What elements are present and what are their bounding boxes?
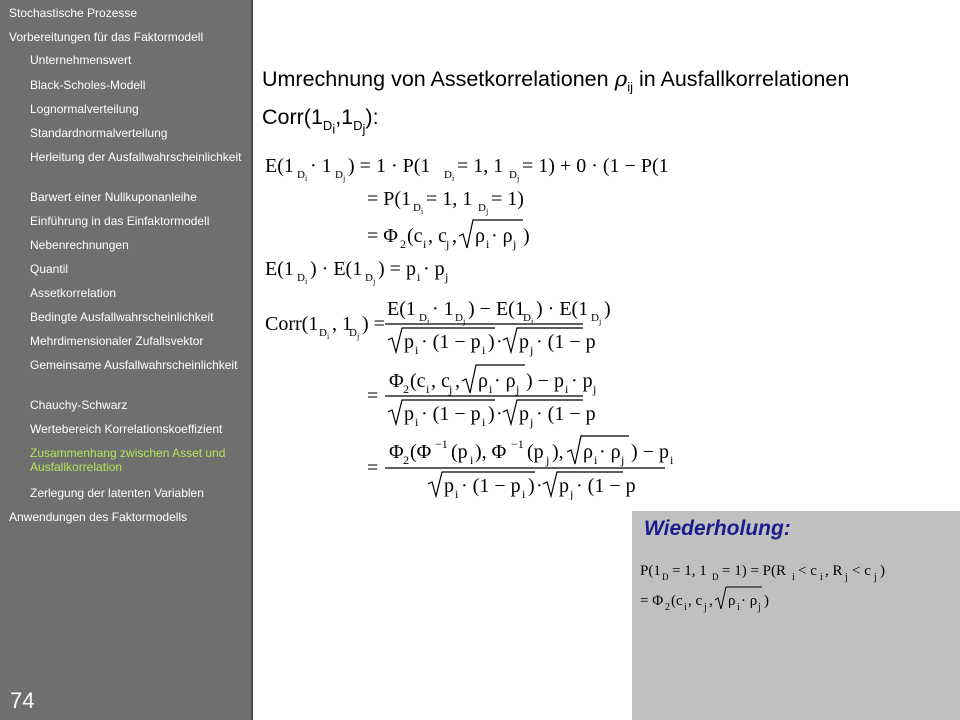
svg-text:· (1 − p: · (1 − p bbox=[421, 403, 481, 425]
sidebar-item[interactable]: Herleitung der Ausfallwahrscheinlichkeit bbox=[30, 150, 242, 164]
sidebar-item[interactable]: Assetkorrelation bbox=[30, 286, 117, 300]
svg-text:j: j bbox=[599, 317, 602, 326]
svg-text:i: i bbox=[792, 572, 795, 583]
svg-text:= 1) = P(R: = 1) = P(R bbox=[722, 563, 787, 579]
svg-text:i: i bbox=[415, 343, 419, 357]
svg-text:· p: · p bbox=[423, 258, 445, 280]
svg-text:p: p bbox=[404, 331, 414, 353]
svg-text:),: ), bbox=[552, 441, 564, 463]
svg-text:i: i bbox=[426, 382, 430, 396]
svg-text:D: D bbox=[444, 169, 452, 181]
svg-text:E(1: E(1 bbox=[387, 298, 416, 320]
svg-text:p: p bbox=[404, 403, 414, 425]
svg-text:i: i bbox=[423, 237, 427, 251]
slide-heading bbox=[262, 64, 952, 144]
svg-text:· 1: · 1 bbox=[432, 298, 454, 320]
svg-text:) =: ) = bbox=[362, 313, 385, 335]
sidebar-item[interactable]: Quantil bbox=[30, 262, 69, 276]
svg-text:D: D bbox=[413, 202, 421, 214]
svg-text:ρ: ρ bbox=[583, 441, 593, 463]
sub-j: j bbox=[362, 121, 366, 137]
sidebar-item[interactable]: Zerlegung der latenten Variablen bbox=[30, 486, 204, 500]
svg-text:), Φ: ), Φ bbox=[475, 441, 507, 463]
svg-text:i: i bbox=[565, 382, 569, 396]
svg-text:E(1: E(1 bbox=[265, 258, 294, 280]
svg-text:): ) bbox=[488, 403, 495, 425]
svg-text:D: D bbox=[712, 572, 719, 582]
svg-text:) − p: ) − p bbox=[526, 370, 564, 392]
sidebar-item[interactable]: Vorbereitungen für das Faktormodell bbox=[9, 30, 204, 44]
svg-text:(c: (c bbox=[407, 225, 423, 247]
svg-text:−1: −1 bbox=[511, 437, 524, 451]
svg-text:D: D bbox=[662, 572, 669, 582]
svg-text:i: i bbox=[327, 332, 330, 341]
svg-text:D: D bbox=[478, 202, 486, 214]
svg-text:· ρ: · ρ bbox=[599, 441, 621, 463]
sidebar-item[interactable]: Barwert einer Nullkuponanleihe bbox=[30, 190, 197, 204]
svg-text:p: p bbox=[444, 475, 454, 497]
svg-text:j: j bbox=[546, 453, 550, 467]
svg-text:D: D bbox=[335, 169, 343, 181]
sidebar-item[interactable]: Unternehmenswert bbox=[30, 53, 132, 67]
svg-text:· ρ: · ρ bbox=[741, 593, 758, 609]
svg-text:j: j bbox=[704, 602, 707, 613]
correlation-derivation-formulas bbox=[255, 140, 685, 500]
svg-text:=: = bbox=[367, 457, 379, 479]
rho-symbol: ρ bbox=[614, 67, 628, 92]
svg-text:ρ: ρ bbox=[728, 593, 736, 609]
svg-text:) − p: ) − p bbox=[631, 441, 669, 463]
svg-text:, c: , c bbox=[688, 593, 703, 609]
svg-text:D: D bbox=[455, 312, 463, 324]
svg-text:· ρ: · ρ bbox=[491, 225, 513, 247]
svg-text:· p: · p bbox=[571, 370, 593, 392]
svg-text:P(1: P(1 bbox=[640, 563, 661, 579]
svg-text:j: j bbox=[845, 572, 848, 583]
svg-text:,: , bbox=[452, 225, 457, 247]
svg-text:= P(1: = P(1 bbox=[367, 188, 412, 210]
sub-i: i bbox=[332, 121, 336, 137]
sidebar-item[interactable]: Stochastische Prozesse bbox=[9, 6, 138, 20]
svg-text:i: i bbox=[684, 602, 687, 613]
sidebar-item[interactable]: Nebenrechnungen bbox=[30, 238, 129, 252]
svg-text:Corr(1: Corr(1 bbox=[265, 313, 319, 335]
svg-text:(c: (c bbox=[671, 593, 683, 609]
svg-text:i: i bbox=[737, 602, 740, 613]
svg-text:= 1, 1: = 1, 1 bbox=[672, 563, 707, 579]
rho-subscript: ij bbox=[627, 79, 633, 95]
svg-text:·: · bbox=[496, 331, 503, 353]
svg-text:j: j bbox=[445, 270, 449, 284]
svg-text:j: j bbox=[621, 453, 625, 467]
svg-text:D: D bbox=[365, 272, 373, 284]
svg-text:= Φ: = Φ bbox=[640, 593, 664, 609]
svg-text:· (1 − p: · (1 − p bbox=[576, 475, 636, 497]
svg-text:·: · bbox=[496, 403, 503, 425]
svg-text:i: i bbox=[427, 317, 430, 326]
svg-text:j: j bbox=[874, 572, 877, 583]
svg-text:j: j bbox=[516, 382, 520, 396]
svg-text:j: j bbox=[530, 343, 534, 357]
svg-text:j: j bbox=[357, 332, 360, 341]
sidebar-item[interactable]: Bedingte Ausfallwahrscheinlichkeit bbox=[30, 310, 214, 324]
svg-text:D: D bbox=[523, 312, 531, 324]
svg-text:ρ: ρ bbox=[478, 370, 488, 392]
svg-text:j: j bbox=[343, 174, 346, 183]
svg-text:j: j bbox=[449, 382, 453, 396]
sidebar-item[interactable]: Lognormalverteilung bbox=[30, 102, 139, 116]
svg-text:j: j bbox=[570, 487, 574, 500]
heading-corr: Corr(1 bbox=[262, 105, 323, 130]
svg-text:2: 2 bbox=[403, 382, 409, 396]
svg-text:i: i bbox=[489, 382, 493, 396]
svg-text:D: D bbox=[591, 312, 599, 324]
svg-text:· ρ: · ρ bbox=[494, 370, 516, 392]
svg-text:· (1 − p: · (1 − p bbox=[536, 403, 596, 425]
recap-formulas bbox=[632, 511, 960, 720]
sidebar-item[interactable]: Standardnormalverteilung bbox=[30, 126, 168, 140]
svg-text:i: i bbox=[305, 277, 308, 286]
svg-text:, 1: , 1 bbox=[332, 313, 352, 335]
svg-text:i: i bbox=[415, 415, 419, 429]
svg-text:(p: (p bbox=[527, 441, 544, 463]
svg-text:): ) bbox=[488, 331, 495, 353]
svg-text:< c: < c bbox=[852, 563, 871, 579]
page-number: 74 bbox=[10, 688, 35, 713]
svg-text:E(1: E(1 bbox=[265, 155, 294, 177]
svg-text:(p: (p bbox=[451, 441, 468, 463]
svg-text:i: i bbox=[417, 270, 421, 284]
svg-text:Φ: Φ bbox=[389, 370, 404, 392]
svg-text:j: j bbox=[517, 174, 520, 183]
svg-text:) = p: ) = p bbox=[378, 258, 416, 280]
svg-text:j: j bbox=[486, 207, 489, 216]
sub-d-i: D bbox=[322, 117, 333, 133]
svg-text:): ) bbox=[604, 298, 611, 320]
svg-text:=: = bbox=[367, 385, 379, 407]
sidebar-item[interactable]: Anwendungen des Faktormodells bbox=[9, 510, 188, 524]
sidebar-item[interactable]: Gemeinsame Ausfallwahrscheinlichkeit bbox=[30, 358, 238, 372]
svg-text:· 1: · 1 bbox=[310, 155, 332, 177]
svg-text:= 1) + 0 · (1 − P(1: = 1) + 0 · (1 − P(1 bbox=[522, 155, 669, 177]
svg-text:j: j bbox=[463, 317, 466, 326]
svg-text:j: j bbox=[530, 415, 534, 429]
sidebar-item[interactable]: Einführung in das Einfaktormodell bbox=[30, 214, 210, 228]
svg-text:) · E(1: ) · E(1 bbox=[310, 258, 363, 280]
svg-text:D: D bbox=[419, 312, 427, 324]
svg-text:, c: , c bbox=[428, 225, 447, 247]
recap-box bbox=[632, 511, 960, 720]
svg-text:) − E(1: ) − E(1 bbox=[468, 298, 525, 320]
svg-text:Φ: Φ bbox=[389, 441, 404, 463]
svg-text:, c: , c bbox=[431, 370, 450, 392]
svg-text:p: p bbox=[519, 331, 529, 353]
svg-text:D: D bbox=[319, 327, 327, 339]
sidebar-item[interactable]: Black-Scholes-Modell bbox=[30, 78, 146, 92]
svg-text:i: i bbox=[470, 453, 474, 467]
svg-text:D: D bbox=[297, 272, 305, 284]
svg-text:· (1 − p: · (1 − p bbox=[461, 475, 521, 497]
svg-text:i: i bbox=[452, 174, 455, 183]
sub-d-j: D bbox=[353, 117, 363, 133]
svg-text:D: D bbox=[297, 169, 305, 181]
svg-text:(Φ: (Φ bbox=[410, 441, 432, 463]
svg-text:,: , bbox=[709, 593, 713, 609]
svg-text:i: i bbox=[670, 453, 674, 467]
svg-text:, R: , R bbox=[825, 563, 843, 579]
svg-text:): ) bbox=[880, 563, 885, 579]
svg-text:= 1, 1: = 1, 1 bbox=[426, 188, 473, 210]
svg-text:i: i bbox=[482, 343, 486, 357]
svg-text:−1: −1 bbox=[435, 437, 448, 451]
recap-title: Wiederholung: bbox=[644, 517, 791, 540]
svg-text:i: i bbox=[486, 237, 490, 251]
svg-text:2: 2 bbox=[400, 237, 406, 251]
svg-text:j: j bbox=[593, 382, 597, 396]
svg-text:i: i bbox=[482, 415, 486, 429]
svg-text:· (1 − p: · (1 − p bbox=[421, 331, 481, 353]
heading-comma: ,1 bbox=[335, 105, 354, 130]
sidebar bbox=[0, 0, 253, 720]
svg-text:p: p bbox=[519, 403, 529, 425]
svg-text:ρ: ρ bbox=[475, 225, 485, 247]
heading-middle: in Ausfallkorrelationen bbox=[632, 67, 850, 91]
svg-text:= Φ: = Φ bbox=[367, 225, 398, 247]
svg-text:= 1, 1: = 1, 1 bbox=[457, 155, 504, 177]
svg-text:): ) bbox=[523, 225, 530, 247]
svg-text:(c: (c bbox=[410, 370, 426, 392]
svg-text:j: j bbox=[758, 602, 761, 613]
svg-text:): ) bbox=[764, 593, 769, 609]
svg-text:) = 1 · P(1: ) = 1 · P(1 bbox=[348, 155, 431, 177]
heading-suffix: ): bbox=[365, 105, 379, 130]
svg-text:): ) bbox=[528, 475, 535, 497]
svg-text:) · E(1: ) · E(1 bbox=[536, 298, 589, 320]
svg-text:,: , bbox=[455, 370, 460, 392]
svg-text:D: D bbox=[349, 327, 357, 339]
svg-text:i: i bbox=[531, 317, 534, 326]
svg-text:i: i bbox=[305, 174, 308, 183]
svg-text:· (1 − p: · (1 − p bbox=[536, 331, 596, 353]
svg-text:2: 2 bbox=[403, 453, 409, 467]
svg-text:D: D bbox=[509, 169, 517, 181]
svg-text:i: i bbox=[455, 487, 459, 500]
svg-text:p: p bbox=[559, 475, 569, 497]
svg-text:·: · bbox=[536, 475, 543, 497]
svg-text:i: i bbox=[421, 207, 424, 216]
svg-text:< c: < c bbox=[798, 563, 817, 579]
svg-text:= 1): = 1) bbox=[491, 188, 524, 210]
svg-text:i: i bbox=[522, 487, 526, 500]
svg-text:i: i bbox=[820, 572, 823, 583]
svg-text:j: j bbox=[373, 277, 376, 286]
svg-text:j: j bbox=[446, 237, 450, 251]
sidebar-item[interactable]: Wertebereich Korrelationskoeffizient bbox=[30, 422, 223, 436]
svg-text:j: j bbox=[513, 237, 517, 251]
sidebar-item[interactable]: Zusammenhang zwischen Asset und Ausfallkorrelation bbox=[30, 446, 226, 474]
sidebar-item[interactable]: Chauchy-Schwarz bbox=[30, 398, 128, 412]
svg-text:i: i bbox=[594, 453, 598, 467]
sidebar-item[interactable]: Mehrdimensionaler Zufallsvektor bbox=[30, 334, 204, 348]
heading-prefix: Umrechnung von Assetkorrelationen bbox=[262, 67, 615, 91]
svg-text:2: 2 bbox=[665, 602, 670, 613]
